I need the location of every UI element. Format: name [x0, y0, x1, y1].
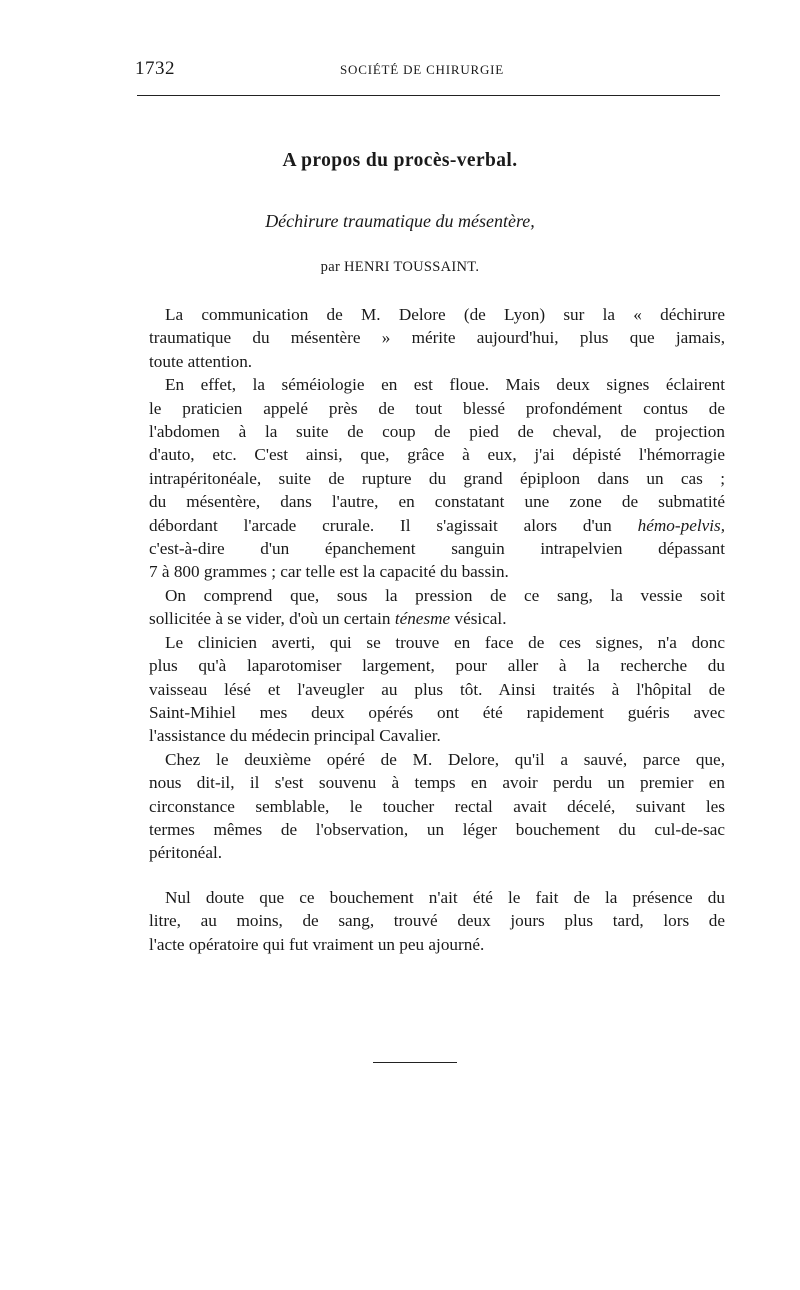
text-line: traumatique du mésentère » mérite aujourd'hui, plus que jamais,	[149, 328, 725, 348]
text-line: vaisseau lésé et l'aveugler au plus tôt. Ainsi traités à l'hôpital de	[149, 679, 725, 699]
paragraph	[133, 748, 725, 865]
text-line: du mésentère, dans l'autre, en constatant une zone de submatité	[149, 492, 725, 512]
text-line: Nul doute que ce bouchement n'ait été le fait de la présence du	[165, 887, 725, 907]
text-line-with-italic	[133, 514, 725, 537]
text-line: l'assistance du médecin principal Cavalier.	[149, 726, 441, 746]
paragraph	[133, 631, 725, 748]
text-line: plus qu'à laparotomiser largement, pour aller à la recherche du	[149, 656, 725, 676]
paragraph-gap	[133, 865, 725, 886]
text-line: circonstance semblable, le toucher rectal avait décelé, suivant les	[149, 796, 725, 816]
running-title: SOCIÉTÉ DE CHIRURGIE	[340, 62, 505, 77]
paragraph	[133, 584, 725, 631]
text-line: termes mêmes de l'observation, un léger bouchement du cul-de-sac	[149, 819, 725, 839]
italic-term: ténesme	[394, 609, 451, 629]
paragraph	[133, 303, 725, 373]
text-line: En effet, la séméiologie en est floue. Mais deux signes éclairent	[165, 375, 725, 395]
text-line: Le clinicien averti, qui se trouve en face de ces signes, n'a donc	[165, 632, 725, 652]
text-line: nous dit-il, il s'est souvenu à temps en avoir perdu un premier en	[149, 773, 725, 793]
text-line: toute attention.	[149, 351, 253, 371]
running-head	[135, 58, 720, 82]
header-rule	[137, 95, 720, 96]
text-segment: vésical.	[450, 609, 507, 629]
article-title: A propos du procès-verbal.	[282, 150, 518, 171]
page-number: 1732	[135, 58, 175, 79]
text-line: Saint-Mihiel mes deux opérés ont été rapidement guéris avec	[149, 702, 725, 722]
article-byline: par HENRI TOUSSAINT.	[320, 259, 480, 275]
end-rule	[373, 1062, 457, 1063]
article-body	[133, 303, 725, 956]
text-line: l'acte opératoire qui fut vraiment un peu ajourné.	[149, 934, 485, 954]
italic-term: hémo-pelvis,	[637, 515, 725, 535]
text-line: péritonéal.	[149, 843, 223, 863]
text-line: c'est-à-dire d'un épanchement sanguin intrapelvien dépassant	[149, 539, 725, 559]
text-segment: sollicitée à se vider, d'où un certain	[149, 609, 395, 629]
text-line: On comprend que, sous la pression de ce sang, la vessie soit	[165, 585, 725, 605]
text-line: Chez le deuxième opéré de M. Delore, qu'il a sauvé, parce que,	[165, 749, 725, 769]
paragraph	[133, 886, 725, 956]
text-line: d'auto, etc. C'est ainsi, que, grâce à eux, j'ai dépisté l'hémorragie	[149, 445, 725, 465]
text-line: intrapéritonéale, suite de rupture du grand épiploon dans un cas ;	[149, 468, 725, 488]
text-line: l'abdomen à la suite de coup de pied de cheval, de projection	[149, 422, 725, 442]
text-segment: débordant l'arcade crurale. Il s'agissait alors d'un	[149, 515, 638, 535]
text-line-with-italic	[133, 607, 725, 630]
text-line: La communication de M. Delore (de Lyon) sur la « déchirure	[165, 305, 725, 324]
text-line: le praticien appelé près de tout blessé profondément contus de	[149, 398, 725, 418]
text-line: 7 à 800 grammes ; car telle est la capacité du bassin.	[149, 562, 509, 582]
paragraph	[133, 373, 725, 584]
article-subtitle: Déchirure traumatique du mésentère,	[265, 211, 535, 231]
text-line: litre, au moins, de sang, trouvé deux jours plus tard, lors de	[149, 911, 725, 931]
